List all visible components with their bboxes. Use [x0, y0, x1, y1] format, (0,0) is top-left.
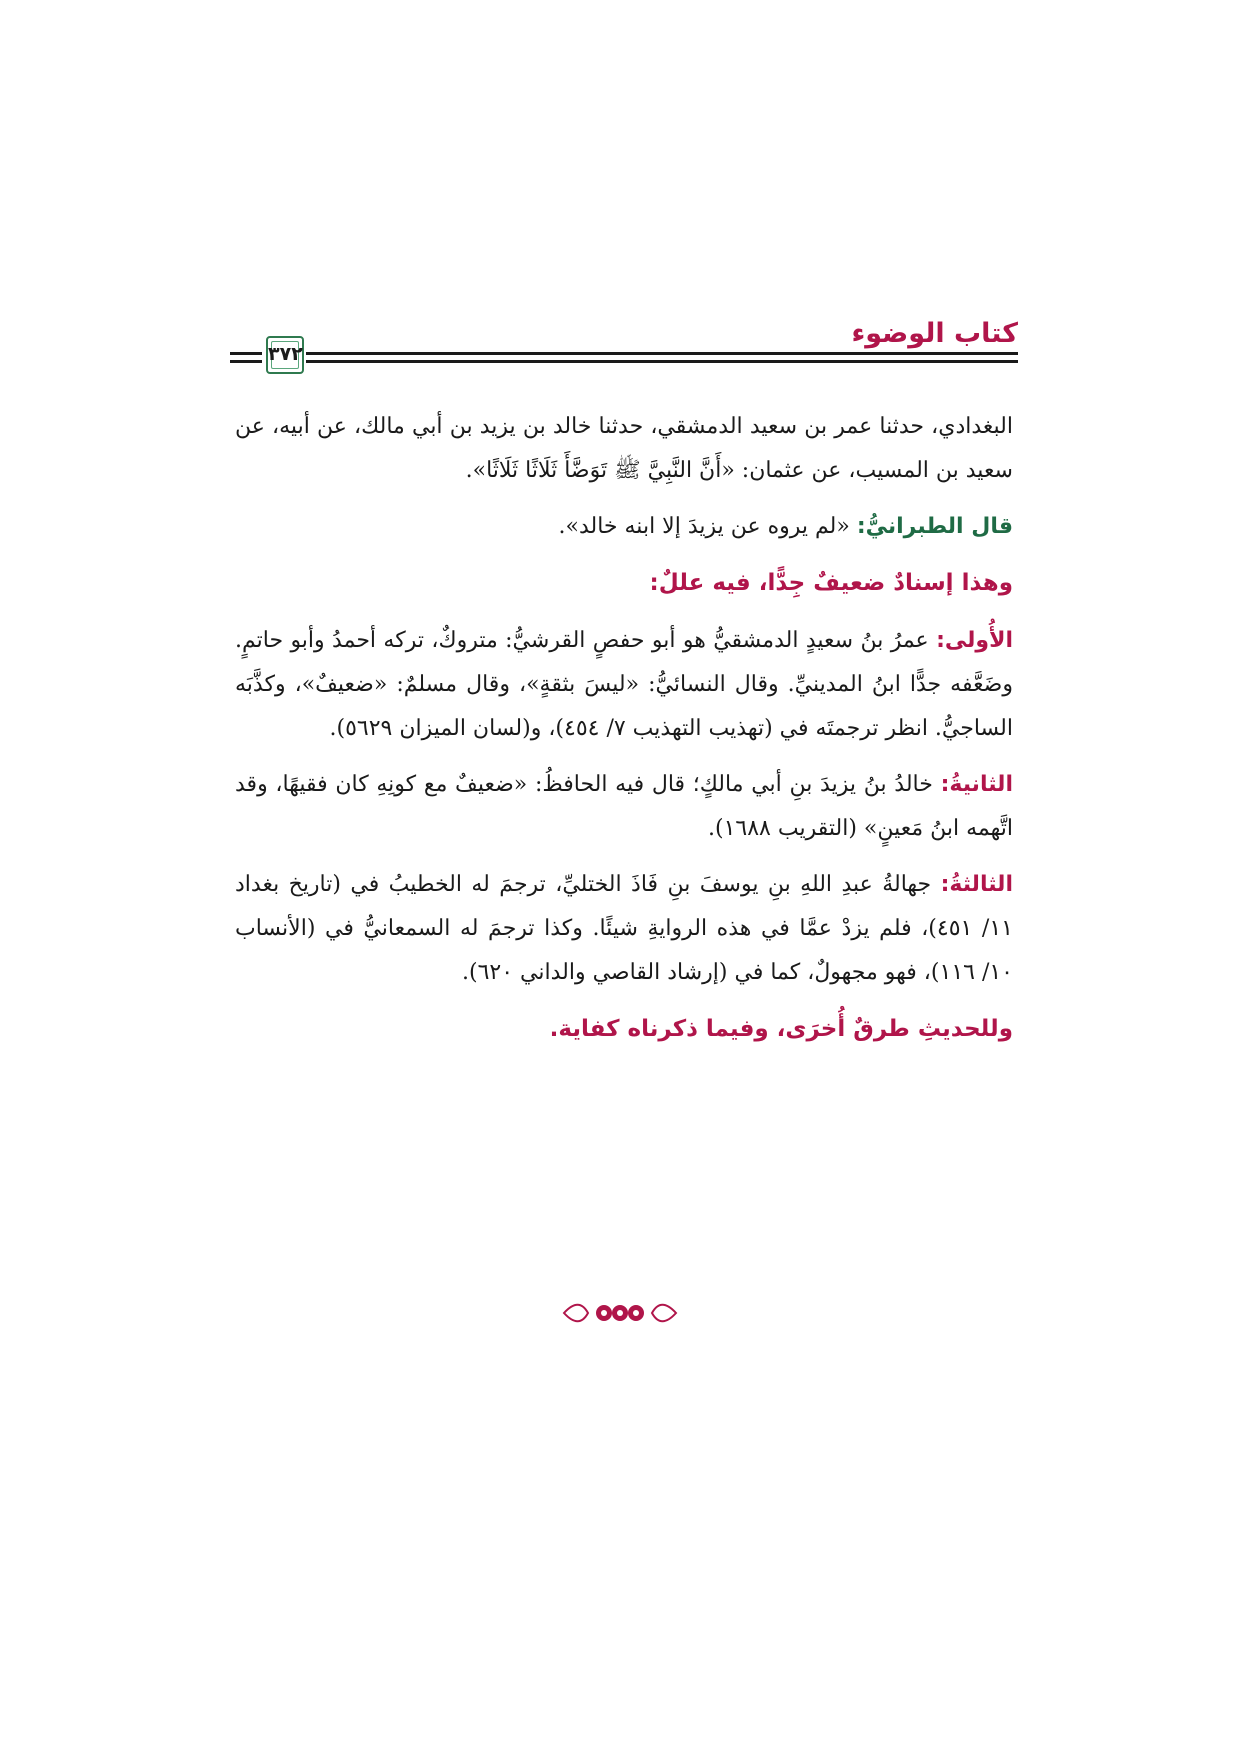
book-title: كتاب الوضوء — [851, 318, 1018, 349]
page-body — [235, 405, 1013, 1051]
third-defect-text: جهالةُ عبدِ اللهِ بنِ يوسفَ بنِ فَاذَ الختليِّ، ترجمَ له الخطيبُ في (تاريخ بغداد ١١/ ٤٥١)، فلم يزدْ عمَّا في هذه الروايةِ شيئًا. وكذا ترجمَ له السمعانيُّ في (الأنساب ١٠/ ١١٦)، فهو مجهولٌ، كما في (إرشاد القاصي والداني ٦٢٠). — [235, 872, 1013, 985]
header-rule — [306, 352, 1018, 355]
first-defect-text: عمرُ بنُ سعيدٍ الدمشقيُّ هو أبو حفصٍ القرشيُّ: متروكٌ، تركه أحمدُ وأبو حاتمٍ. وضَعَّفه جدًّا ابنُ المدينيِّ. وقال النسائيُّ: «ليسَ بثقةٍ»، وقال مسلمٌ: «ضعيفٌ»، وكذَّبَه الساجيُّ. انظر ترجمتَه في (تهذيب التهذيب ٧/ ٤٥٤)، و(لسان الميزان ٥٦٢٩). — [235, 628, 1013, 741]
floral-divider-icon — [560, 1298, 680, 1328]
tabarani-label: قال الطبرانيُّ: — [856, 514, 1013, 539]
paragraph-tabarani — [235, 505, 1013, 549]
third-defect-label: الثالثةُ: — [940, 872, 1013, 897]
tabarani-text: «لم يروه عن يزيدَ إلا ابنه خالد». — [558, 514, 857, 539]
header-rule — [230, 352, 262, 355]
paragraph-first-defect — [235, 619, 1013, 751]
page-header — [230, 318, 1018, 388]
paragraph-third-defect — [235, 863, 1013, 995]
header-rule — [230, 360, 262, 363]
section-heading: وهذا إسنادٌ ضعيفٌ جِدًّا، فيه عللٌ: — [649, 570, 1013, 596]
second-defect-text: خالدُ بنُ يزيدَ بنِ أبي مالكٍ؛ قال فيه الحافظُ: «ضعيفٌ مع كونِهِ كان فقيهًا، وقد اتَّهمه ابنُ مَعينٍ» (التقريب ١٦٨٨). — [235, 772, 1013, 841]
paragraph-second-defect — [235, 763, 1013, 851]
second-defect-label: الثانيةُ: — [940, 772, 1013, 797]
closing-note: وللحديثِ طرقٌ أُخرَى، وفيما ذكرناه كفاية. — [549, 1016, 1013, 1042]
first-defect-label: الأُولى: — [936, 628, 1013, 653]
paragraph-hadith-chain: البغدادي، حدثنا عمر بن سعيد الدمشقي، حدثنا خالد بن يزيد بن أبي مالك، عن أبيه، عن سعيد بن المسيب، عن عثمان: «أَنَّ النَّبِيَّ ﷺ تَوَضَّأَ ثَلَاثًا ثَلَاثًا». — [235, 414, 1013, 483]
header-rule — [306, 360, 1018, 363]
page-number-badge — [266, 336, 304, 374]
page-number: ٣٧٢ — [268, 343, 303, 365]
